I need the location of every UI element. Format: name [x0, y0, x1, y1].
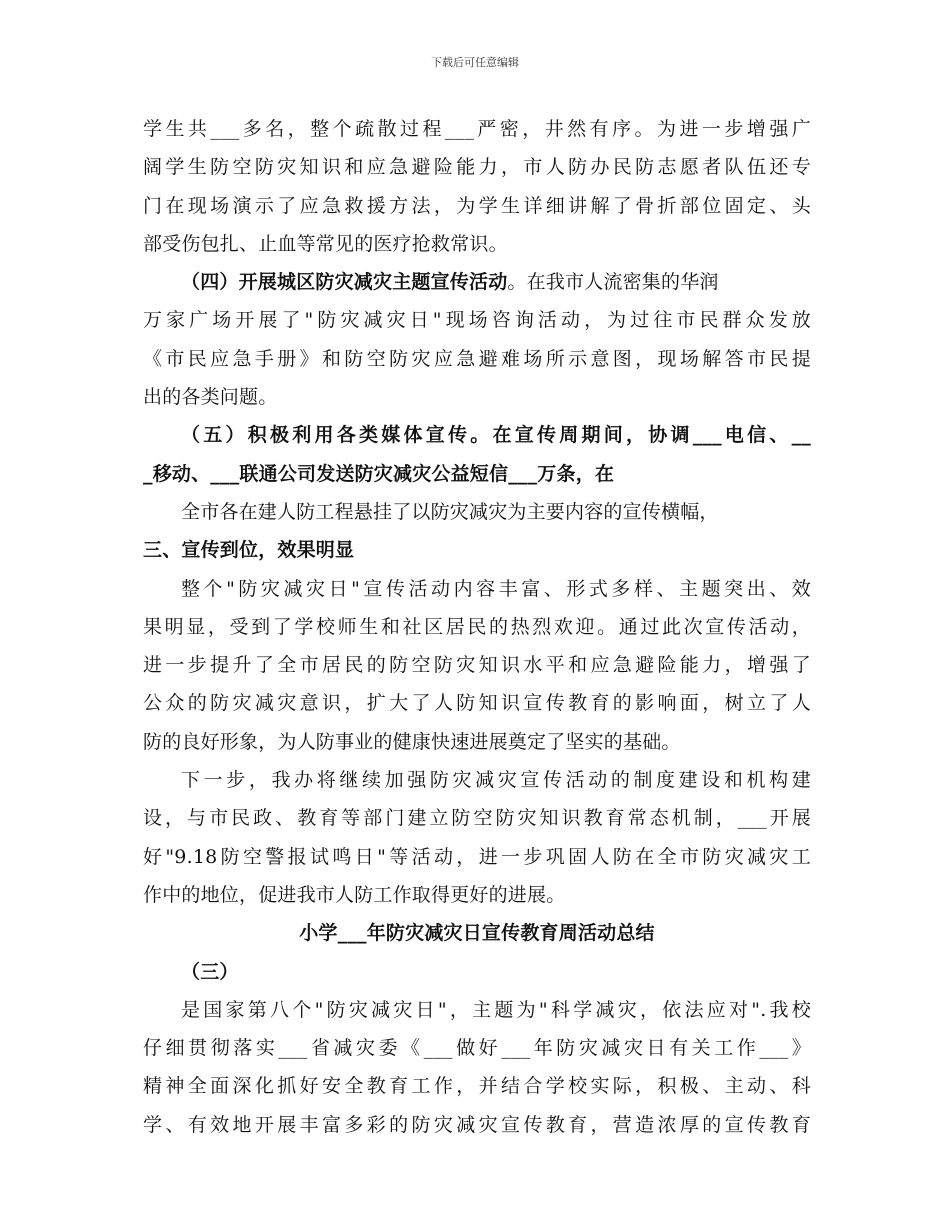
body-line: 全市各在建人防工程悬挂了以防灾减灾为主要内容的宣传横幅，	[181, 500, 719, 523]
body-line: 仔细贯彻落实___省减灾委《___做好___年防灾减灾日有关工作___》	[143, 1037, 811, 1060]
section-three-heading: 三、宣传到位，效果明显	[143, 539, 355, 562]
body-line: 学、有效地开展丰富多彩的防灾减灾宣传教育，营造浓厚的宣传教育	[143, 1113, 811, 1136]
body-line: 学生共___多名，整个疏散过程___严密，井然有序。为进一步增强广	[143, 118, 811, 140]
section-four-heading: （四）开展城区防灾减灾主题宣传活动	[181, 271, 508, 294]
document-body	[143, 110, 811, 1144]
body-line: 《市民应急手册》和防空防灾应急避难场所示意图，现场解答市民提	[143, 347, 811, 370]
body-line: 部受伤包扎、止血等常见的医疗抢救常识。	[143, 232, 508, 255]
body-line: 防的良好形象，为人防事业的健康快速进展奠定了坚实的基础。	[143, 730, 681, 753]
body-line: 果明显，受到了学校师生和社区居民的热烈欢迎。通过此次宣传活动，	[143, 615, 811, 638]
body-line: 阔学生防空防灾知识和应急避险能力，市人防办民防志愿者队伍还专	[143, 156, 811, 179]
body-line: 门在现场演示了应急救援方法，为学生详细讲解了骨折部位固定、头	[143, 194, 811, 217]
section-five-heading: （五）积极利用各类媒体宣传。在宣传周期间，协调___电信、__	[181, 424, 811, 447]
body-line: 进一步提升了全市居民的防空防灾知识水平和应急避险能力，增强了	[143, 654, 811, 677]
page-header-note: 下载后可任意编辑	[431, 56, 519, 69]
body-line: 好"9.18防空警报试鸣日"等活动，进一步巩固人防在全市防灾减灾工	[143, 845, 811, 868]
document-title: 小学___年防灾减灾日宣传教育周活动总结	[299, 922, 655, 945]
body-line: 公众的防灾减灾意识，扩大了人防知识宣传教育的影响面，树立了人	[143, 692, 811, 715]
body-line: 出的各类问题。	[143, 386, 278, 409]
body-line: 设，与市民政、教育等部门建立防空防灾知识教育常态机制，___开展	[143, 807, 811, 830]
section-four-text: 。在我市人流密集的华润	[507, 271, 719, 294]
body-line: 作中的地位，促进我市人防工作取得更好的进展。	[143, 883, 566, 906]
section-four-line	[143, 263, 811, 301]
body-line: 是国家第八个"防灾减灾日"，主题为"科学减灾，依法应对".我校	[181, 998, 811, 1021]
body-line: 下一步，我办将继续加强防灾减灾宣传活动的制度建设和机构建	[181, 769, 811, 792]
section-five-heading-cont: _移动、___联通公司发送防灾减灾公益短信___万条，在	[143, 462, 615, 485]
part-three-heading: （三）	[181, 960, 239, 983]
body-line: 万家广场开展了"防灾减灾日"现场咨询活动，为过往市民群众发放	[143, 309, 811, 332]
body-line: 整个"防灾减灾日"宣传活动内容丰富、形式多样、主题突出、效	[181, 577, 811, 600]
body-line: 精神全面深化抓好安全教育工作，并结合学校实际，积极、主动、科	[143, 1075, 811, 1098]
